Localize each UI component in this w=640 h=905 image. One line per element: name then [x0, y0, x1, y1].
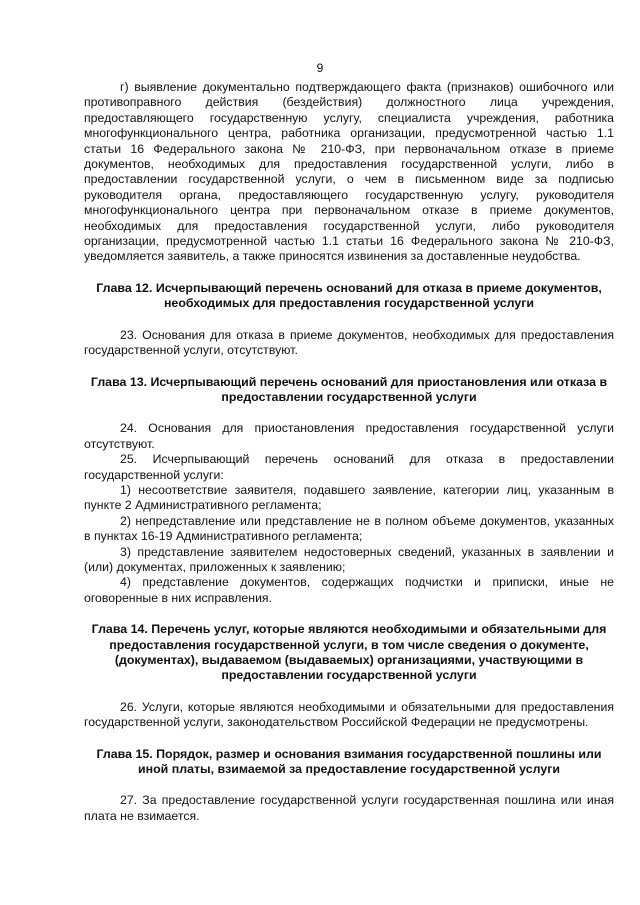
page-number: 9 — [316, 61, 324, 75]
spacer — [84, 265, 614, 281]
spacer — [84, 606, 614, 622]
paragraph-item-g: г) выявление документально подтверждающего факта (признаков) ошибочного или противоправного действия (бездействия) должностного лица учреждения, предоставляющего государственную услугу, специалиста учреждения, работника многофункционального центра, работника организации, предусмотренной частью 1.1 статьи 16 Федерального закона № 210-ФЗ, при первоначальном отказе в приеме документов, необходимых для предоставления государственной услуги, либо в предоставлении государственной услуги, о чем в письменном виде за подписью руководителя органа, предоставляющего государственную услугу, руководителя многофункционального центра при первоначальном отказе в приеме документов, необходимых для предоставления государственной услуги, либо руководителя организации, предусмотренной частью 1.1 статьи 16 Федерального закона № 210-ФЗ, уведомляется заявитель, а также приносятся извинения за доставленные неудобства. — [84, 80, 614, 264]
chapter-13-heading: Глава 13. Исчерпывающий перечень оснований для приостановления или отказа в предоставлении государственной услуги — [90, 374, 608, 404]
spacer — [84, 312, 614, 328]
list-item: 3) представление заявителем недостоверных сведений, указанных в заявлении и (или) документах, приложенных к заявлению; — [84, 544, 614, 574]
list-item: 2) непредставление или представление не в полном объеме документов, указанных в пунктах 16-19 Административного регламента; — [84, 513, 614, 544]
spacer — [84, 777, 614, 793]
list-item: 1) несоответствие заявителя, подавшего заявление, категории лиц, указанным в пункте 2 Административного регламента; — [84, 482, 614, 513]
paragraph-25: 25. Исчерпывающий перечень оснований для отказа в предоставлении государственной услуги: — [84, 452, 614, 482]
spacer — [84, 405, 614, 421]
list-item: 4) представление документов, содержащих подчистки и приписки, иные не оговоренные в них исправления. — [84, 575, 614, 605]
paragraph-24: 24. Основания для приостановления предоставления государственной услуги отсутствуют. — [84, 421, 614, 451]
spacer — [84, 731, 614, 747]
chapter-12-heading: Глава 12. Исчерпывающий перечень оснований для отказа в приеме документов, необходимых для предоставления государственной услуги — [96, 280, 602, 311]
paragraph-26: 26. Услуги, которые являются необходимыми и обязательными для предоставления государственной услуги, законодательством Российской Федерации не предусмотрены. — [84, 699, 614, 730]
paragraph-23: 23. Основания для отказа в приеме документов, необходимых для предоставления государственной услуги, отсутствуют. — [84, 327, 614, 358]
chapter-14-heading: Глава 14. Перечень услуг, которые являются необходимыми и обязательными для предоставления государственной услуги, в том числе сведения о документе, (документах), выдаваемом (выдаваемых) организациями, участвующими в предоставлении государственной услуги — [91, 622, 607, 683]
spacer — [84, 684, 614, 700]
document-body — [84, 80, 614, 824]
paragraph-27: 27. За предоставление государственной услуги государственная пошлина или иная плата не взимается. — [84, 793, 614, 823]
chapter-15-heading: Глава 15. Порядок, размер и основания взимания государственной пошлины или иной платы, взимаемой за предоставление государственной услуги — [96, 746, 602, 777]
spacer — [84, 359, 614, 375]
